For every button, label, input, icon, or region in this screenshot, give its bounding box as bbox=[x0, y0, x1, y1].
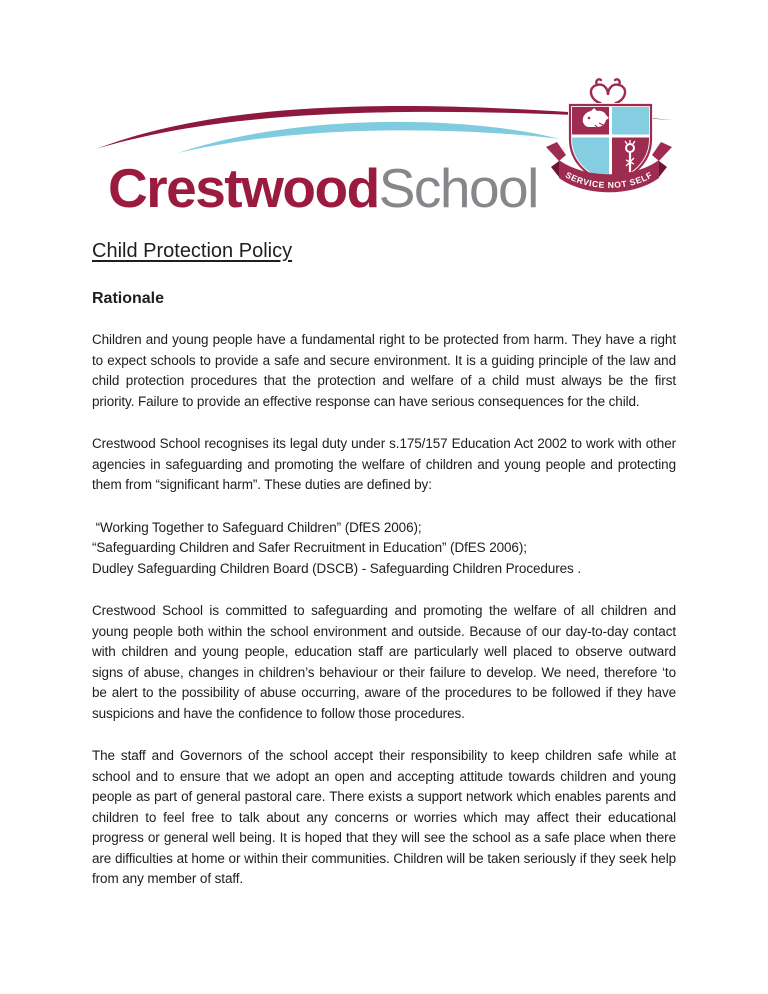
crest-knot-icon bbox=[591, 79, 625, 105]
document-body bbox=[92, 232, 676, 890]
paragraph-rationale-1: Children and young people have a fundamental right to be protected from harm. They have a right to expect schools to provide a safe and secure environment. It is a guiding principle of the law and child protection procedures that the protection and welfare of a child must always be the first priority. Failure to provide an effective response can have serious consequences for the child. bbox=[92, 332, 676, 409]
paragraph-rationale-3: Crestwood School is committed to safeguarding and promoting the welfare of all children and young people both within the school environment and outside. Because of our day-to-day contact with children and young people, education staff are particularly well placed to observe outward signs of abuse, changes in children’s behaviour or their failure to develop. We need, therefore ‘to be alert to the possibility of abuse occurring, aware of the procedures to be followed if they have suspicions and have the confidence to follow those procedures. bbox=[92, 603, 676, 721]
wordmark-school: School bbox=[378, 157, 538, 219]
reference-list bbox=[92, 518, 676, 580]
paragraph-rationale-2: Crestwood School recognises its legal duty under s.175/157 Education Act 2002 to work with other agencies in safeguarding and promoting the welfare of children and young people and protecting them from “significant harm”. These duties are defined by: bbox=[92, 436, 676, 493]
swoosh-blue-curve bbox=[178, 122, 560, 153]
reference-item: “Safeguarding Children and Safer Recruitment in Education” (DfES 2006); bbox=[92, 540, 527, 556]
reference-item: Dudley Safeguarding Children Board (DSCB) - Safeguarding Children Procedures . bbox=[92, 560, 581, 576]
school-wordmark bbox=[108, 157, 538, 219]
paragraph-rationale-4: The staff and Governors of the school accept their responsibility to keep children safe while at school and to ensure that we adopt an open and accepting attitude towards children and young people as part of general pastoral care. There exists a support network which enables parents and children to feel free to talk about any concerns or worries which may affect their educational progress or general well being. It is hoped that they will see the school as a safe place when there are difficulties at home or within their communities. Children will be taken seriously if they seek help from any member of staff. bbox=[92, 748, 676, 887]
section-heading-rationale: Rationale bbox=[92, 290, 165, 307]
reference-item: “Working Together to Safeguard Children” (DfES 2006); bbox=[92, 519, 422, 535]
school-logo-header bbox=[0, 0, 768, 232]
school-crest-icon bbox=[543, 76, 675, 218]
wordmark-crestwood: Crestwood bbox=[108, 157, 379, 219]
crest-motto-text: SERVICE NOT SELF bbox=[563, 169, 655, 191]
document-title: Child Protection Policy bbox=[92, 240, 293, 262]
